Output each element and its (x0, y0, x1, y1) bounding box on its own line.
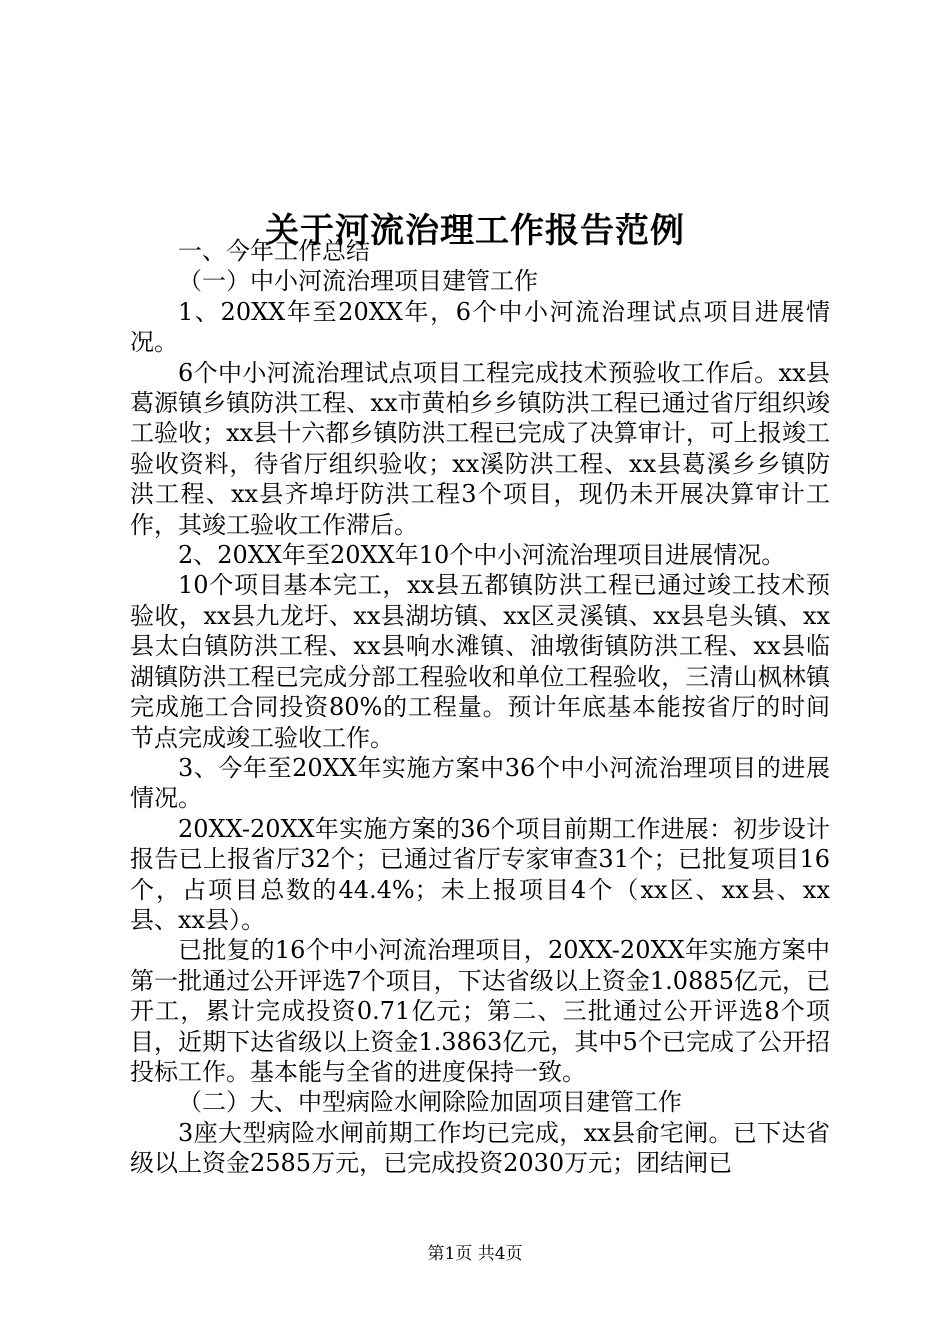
item-heading: 1、20XX年至20XX年，6个中小河流治理试点项目进展情况。 (130, 297, 830, 357)
document-body (130, 236, 830, 1179)
section-heading: 一、今年工作总结 (178, 237, 370, 265)
item-heading: 3、今年至20XX年实施方案中36个中小河流治理项目的进展情况。 (130, 753, 830, 813)
body-paragraph: 3座大型病险水闸前期工作均已完成，xx县俞宅闸。已下达省级以上资金2585万元，已完成投资2030万元；团结闸已 (130, 1118, 830, 1178)
body-paragraph: 6个中小河流治理试点项目工程完成技术预验收工作后。xx县葛源镇乡镇防洪工程、xx市黄柏乡乡镇防洪工程已通过省厅组织竣工验收；xx县十六都乡镇防洪工程已完成了决算审计，可上报竣工验收资料，待省厅组织验收；xx溪防洪工程、xx县葛溪乡乡镇防洪工程、xx县齐埠圩防洪工程3个项目，现仍未开展决算审计工作，其竣工验收工作滞后。 (130, 358, 830, 539)
body-paragraph: 10个项目基本完工，xx县五都镇防洪工程已通过竣工技术预验收，xx县九龙圩、xx县湖坊镇、xx区灵溪镇、xx县皂头镇、xx县太白镇防洪工程、xx县响水滩镇、油墩街镇防洪工程、xx县临湖镇防洪工程已完成分部工程验收和单位工程验收，三清山枫林镇完成施工合同投资80%的工程量。预计年底基本能按省厅的时间节点完成竣工验收工作。 (130, 571, 830, 752)
page-footer: 第1页 共4页 (427, 1244, 523, 1264)
document-title: 关于河流治理工作报告范例 (265, 210, 685, 251)
subsection-heading: （二）大、中型病险水闸除险加固项目建管工作 (178, 1088, 682, 1117)
body-paragraph: 已批复的16个中小河流治理项目，20XX-20XX年实施方案中第一批通过公开评选7个项目，下达省级以上资金1.0885亿元，已开工，累计完成投资0.71亿元；第二、三批通过公开评选8个项目，近期下达省级以上资金1.3863亿元，其中5个已完成了公开招投标工作。基本能与全省的进度保持一致。 (130, 936, 830, 1086)
item-heading: 2、20XX年至20XX年10个中小河流治理项目进展情况。 (178, 541, 786, 570)
subsection-heading: （一）中小河流治理项目建管工作 (178, 267, 538, 296)
body-paragraph: 20XX-20XX年实施方案的36个项目前期工作进展：初步设计报告已上报省厅32个；已通过省厅专家审查31个；已批复项目16个，占项目总数的44.4%；未上报项目4个（xx区、xx县、xx县、xx县）。 (130, 814, 830, 934)
